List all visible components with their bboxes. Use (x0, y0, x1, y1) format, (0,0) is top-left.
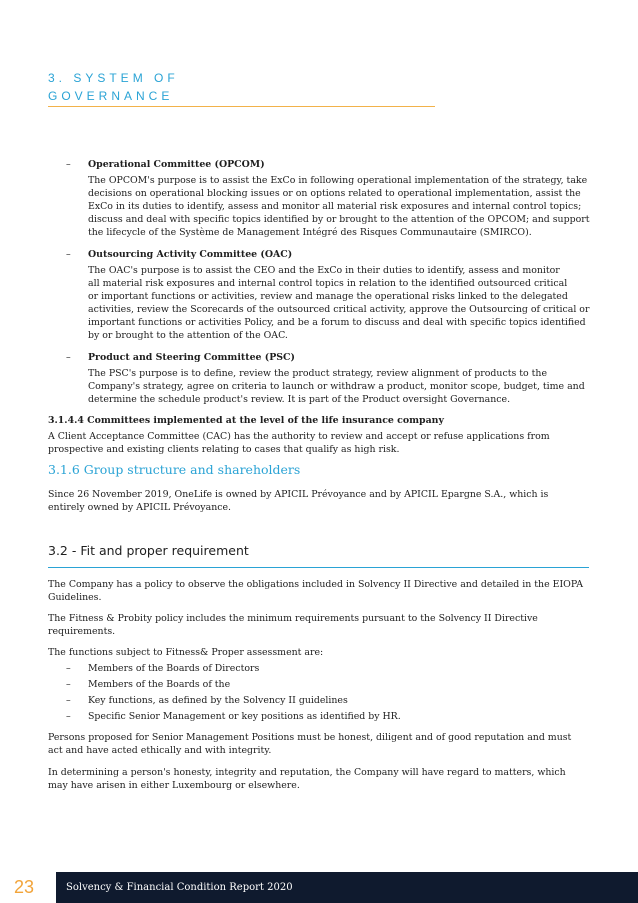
list-item: Members of the Boards of the (88, 679, 231, 690)
paragraph-line: Persons proposed for Senior Management Positions must be honest, diligent and of good reputation and must (48, 732, 572, 743)
fit-proper-divider (48, 567, 589, 568)
paragraph-line: entirely owned by APICIL Prévoyance. (48, 502, 232, 513)
list-item: Key functions, as defined by the Solvency II guidelines (88, 695, 348, 706)
list-dash: – (66, 663, 71, 674)
oac-line: by or brought to the attention of the OAC. (88, 330, 288, 341)
section-heading-line-1: 3. SYSTEM OF (48, 71, 179, 85)
list-dash: – (66, 352, 71, 363)
page-number: 23 (14, 877, 35, 897)
list-dash: – (66, 695, 71, 706)
list-item: Specific Senior Management or key positions as identified by HR. (88, 711, 401, 722)
opcom-line: ExCo in its duties to identify, assess and monitor all material risk exposures and internal control topics; (88, 201, 582, 212)
oac-line: or important functions or activities, review and manage the operational risks linked to the delegated (88, 291, 568, 302)
section-heading (48, 70, 179, 105)
fit-proper-heading: 3.2 - Fit and proper requirement (48, 543, 249, 558)
psc-title: Product and Steering Committee (PSC) (88, 352, 295, 363)
life-insurance-heading: 3.1.4.4 Committees implemented at the level of the life insurance company (48, 415, 444, 426)
oac-title: Outsourcing Activity Committee (OAC) (88, 249, 293, 260)
group-structure-heading: 3.1.6 Group structure and shareholders (48, 462, 301, 477)
psc-line: The PSC's purpose is to define, review the product strategy, review alignment of products to the (88, 368, 548, 379)
list-item: Members of the Boards of Directors (88, 663, 260, 674)
heading-divider (48, 106, 435, 107)
oac-line: activities, review the Scorecards of the outsourced critical activity, approve the Outsourcing of critical or (88, 304, 590, 315)
psc-line: Company's strategy, agree on criteria to launch or withdraw a product, monitor scope, budget, time and (88, 381, 585, 392)
paragraph-line: A Client Acceptance Committee (CAC) has the authority to review and accept or refuse applications from (48, 431, 550, 442)
opcom-line: discuss and deal with specific topics identified by or brought to the attention of the OPCOM; and support (88, 214, 590, 225)
paragraph-line: requirements. (48, 626, 116, 637)
paragraph-line: may have arisen in either Luxembourg or elsewhere. (48, 780, 300, 791)
paragraph-line: prospective and existing clients relating to cases that qualify as high risk. (48, 444, 400, 455)
list-dash: – (66, 711, 71, 722)
opcom-title: Operational Committee (OPCOM) (88, 159, 265, 170)
list-dash: – (66, 159, 71, 170)
paragraph-line: act and have acted ethically and with integrity. (48, 745, 272, 756)
list-intro: The functions subject to Fitness& Proper assessment are: (48, 647, 324, 658)
paragraph-line: The Company has a policy to observe the obligations included in Solvency II Directive and detailed in the EIOPA (48, 579, 584, 590)
oac-line: all material risk exposures and internal control topics in relation to the identified outsourced critical (88, 278, 568, 289)
paragraph-line: The Fitness & Probity policy includes the minimum requirements pursuant to the Solvency II Directive (48, 613, 538, 624)
paragraph-line: Since 26 November 2019, OneLife is owned by APICIL Prévoyance and by APICIL Epargne S.A., which is (48, 489, 549, 500)
list-dash: – (66, 249, 71, 260)
paragraph-line: Guidelines. (48, 592, 102, 603)
opcom-line: The OPCOM's purpose is to assist the ExCo in following operational implementation of the strategy, take (88, 175, 588, 186)
opcom-line: decisions on operational blocking issues or on options related to operational implementation, assist the (88, 188, 581, 199)
list-dash: – (66, 679, 71, 690)
oac-line: important functions or activities Policy, and be a forum to discuss and deal with specific topics identified (88, 317, 586, 328)
opcom-line: the lifecycle of the Système de Management Intégré des Risques Communautaire (SMIRCO). (88, 227, 532, 238)
paragraph-line: In determining a person's honesty, integrity and reputation, the Company will have regard to matters, which (48, 767, 566, 778)
psc-line: determine the schedule product's review. It is part of the Product oversight Governance. (88, 394, 511, 405)
section-heading-line-2: GOVERNANCE (48, 88, 174, 103)
footer-title: Solvency & Financial Condition Report 2020 (66, 882, 293, 893)
oac-line: The OAC's purpose is to assist the CEO and the ExCo in their duties to identify, assess and monitor (88, 265, 560, 276)
